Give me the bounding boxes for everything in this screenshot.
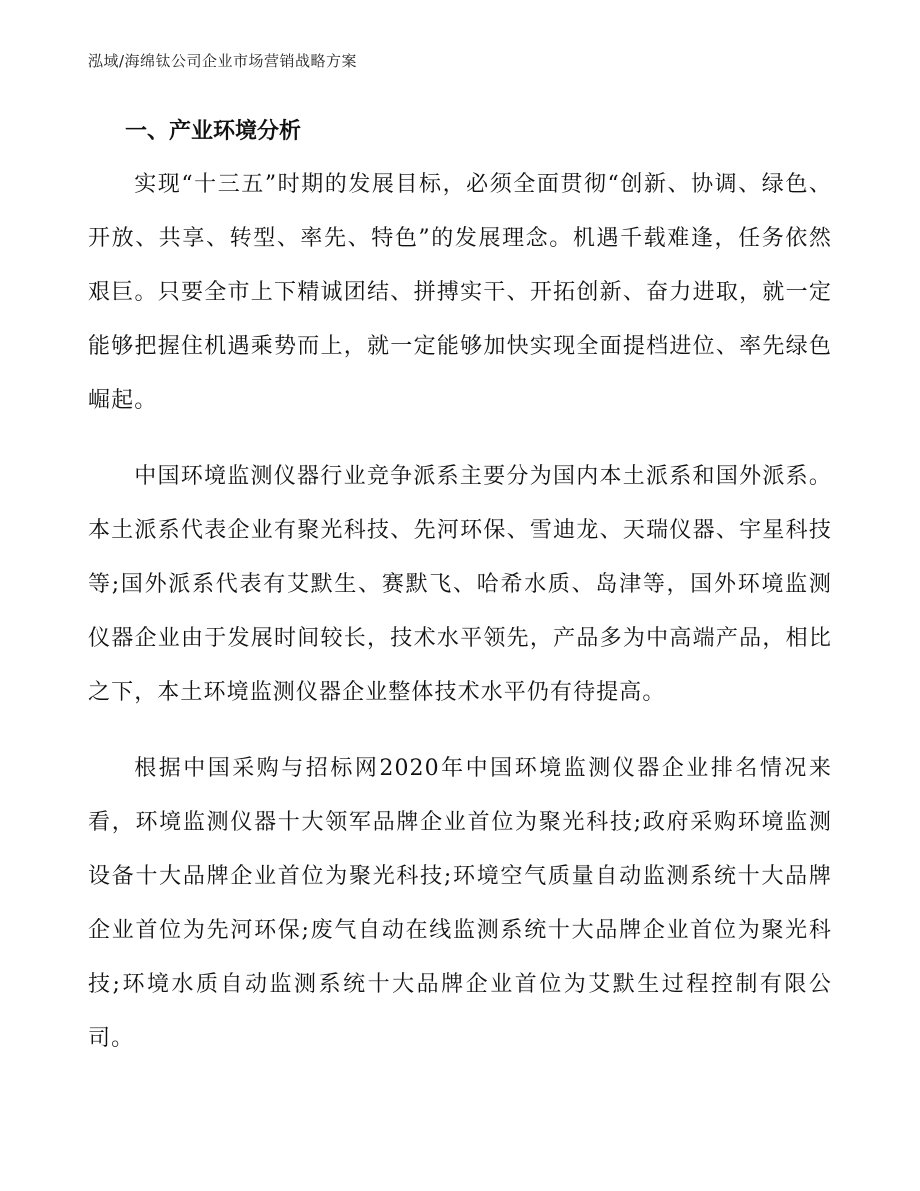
paragraph-industry-competition: 中国环境监测仪器行业竞争派系主要分为国内本土派系和国外派系。本土派系代表企业有聚光科技、先河环保、雪迪龙、天瑞仪器、宇星科技等;国外派系代表有艾默生、赛默飞、哈希水质、岛津等，国外环境监测仪器企业由于发展时间较长，技术水平领先，产品多为中高端产品，相比之下，本土环境监测仪器企业整体技术水平仍有待提高。 (88, 464, 832, 705)
paragraph-brand-ranking: 根据中国采购与招标网2020年中国环境监测仪器企业排名情况来看，环境监测仪器十大领军品牌企业首位为聚光科技;政府采购环境监测设备十大品牌企业首位为聚光科技;环境空气质量自动监测系统十大品牌企业首位为先河环保;废气自动在线监测系统十大品牌企业首位为聚光科技;环境水质自动监测系统十大品牌企业首位为艾默生过程控制有限公司。 (88, 756, 832, 1051)
running-header: 泓域/海绵钛公司企业市场营销战略方案 (88, 52, 358, 70)
document-body (88, 158, 832, 1088)
paragraph-development-goals: 实现“十三五”时期的发展目标，必须全面贯彻“创新、协调、绿色、开放、共享、转型、率先、特色”的发展理念。机遇千载难逢，任务依然艰巨。只要全市上下精诚团结、拼搏实干、开拓创新、奋力进取，就一定能够把握住机遇乘势而上，就一定能够加快实现全面提档进位、率先绿色崛起。 (88, 172, 832, 413)
section-heading: 一、产业环境分析 (125, 119, 302, 144)
